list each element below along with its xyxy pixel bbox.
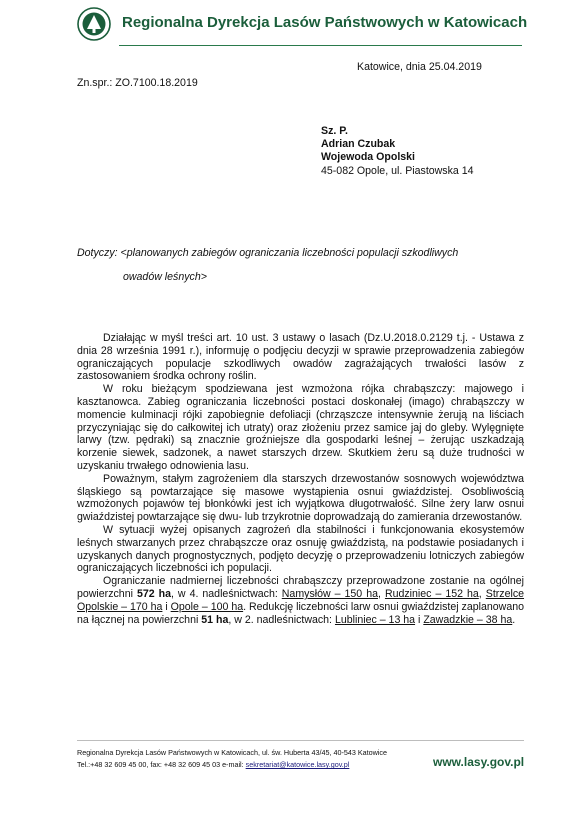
footer-contact bbox=[77, 760, 349, 769]
district-opole: Opole – 100 ha bbox=[170, 600, 244, 613]
footer-email-link[interactable]: sekretariat@katowice.lasy.gov.pl bbox=[245, 760, 350, 769]
recipient-address: 45-082 Opole, ul. Piastowska 14 bbox=[321, 165, 474, 177]
letter-subject bbox=[77, 241, 517, 289]
district-zawadzkie: Zawadzkie – 38 ha bbox=[423, 613, 513, 626]
p5-area-total-2: 51 ha bbox=[201, 613, 229, 626]
paragraph-3: Poważnym, stałym zagrożeniem dla starszych drzewostanów sosnowych województwa śląskiego są powtarzające się masowe wystąpienia osnui gwiaździstej. Osobliwością wzmożonych pojawów tej błonkówki jest ich wyjątkowa długotrwałość. Silne żery larw osnui gwiaździstej powtarzające się dwu- lub trzykrotnie doprowadzają do zamierania drzewostanów. bbox=[77, 472, 524, 524]
recipient-name: Adrian Czubak bbox=[321, 138, 396, 150]
p5-text: Ograniczanie nadmiernej liczebności chrabąszczy przeprowadzone zostanie na ogólnej powierzchni bbox=[77, 575, 524, 600]
p5-text: . bbox=[512, 613, 516, 626]
footer-phone-fax: Tel.:+48 32 609 45 00, fax: +48 32 609 45 03 e-mail: bbox=[77, 760, 246, 769]
header-divider bbox=[119, 45, 522, 46]
p5-text: , w 2. nadleśnictwach: bbox=[228, 613, 335, 626]
p5-text: . Redukcję liczebności larw osnui gwiaździstej zaplanowano na łącznej na powierzchni bbox=[77, 600, 524, 626]
subject-line-1: Dotyczy: <planowanych zabiegów ograniczania liczebności populacji szkodliwych bbox=[77, 247, 459, 259]
p5-text: , bbox=[377, 587, 385, 600]
district-namyslow: Namysłów – 150 ha bbox=[281, 587, 378, 600]
district-rudziniec: Rudziniec – 152 ha bbox=[384, 587, 479, 600]
paragraph-2: W roku bieżącym spodziewana jest wzmożona rójka chrabąszczy: majowego i kasztanowca. Zabieg ograniczania liczebności postaci doskonałej (imago) chrabąszczy w momencie kulminacji rójki zapobiegnie defoliacji (chrząszcze intensywnie żerują na liściach przyczyniając się do całkowitej ich utraty) oraz złożeniu przez samice jaj do gleby. Wylęgnięte larwy (tzw. pędraki) są znacznie groźniejsze dla gospodarki leśnej – żerując uszkadzają korzenie siewek, sadzonek, a nawet starszych drzew. Skutkiem żeru są duże trudności w uzyskaniu trwałego odnowienia lasu. bbox=[77, 383, 524, 472]
lasy-panstwowe-logo bbox=[77, 7, 111, 41]
paragraph-5 bbox=[77, 575, 524, 626]
paragraph-1: Działając w myśl treści art. 10 ust. 3 ustawy o lasach (Dz.U.2018.0.2129 t.j. - Ustawa z dnia 28 września 1991 r.), informuję o podjęciu decyzji w sprawie przeprowadzenia zabiegów ograniczających populacje szkodliwych owadów zagrażających trwałości lasów z zastosowaniem środka ochrony roślin. bbox=[77, 332, 524, 383]
p5-text: , w 4. nadleśnictwach: bbox=[170, 587, 282, 600]
letter-body bbox=[77, 332, 524, 626]
p5-text: i bbox=[415, 613, 424, 626]
p5-text: i bbox=[162, 600, 171, 613]
p5-area-total-1: 572 ha bbox=[136, 587, 171, 600]
footer-divider bbox=[77, 740, 524, 741]
district-lubliniec: Lubliniec – 13 ha bbox=[334, 613, 416, 626]
reference-number: Zn.spr.: ZO.7100.18.2019 bbox=[77, 77, 198, 89]
footer-address: Regionalna Dyrekcja Lasów Państwowych w Katowicach, ul. św. Huberta 43/45, 40-543 Katowice bbox=[77, 748, 388, 757]
organization-name: Regionalna Dyrekcja Lasów Państwowych w Katowicach bbox=[122, 14, 528, 31]
place-date: Katowice, dnia 25.04.2019 bbox=[357, 61, 482, 73]
paragraph-4: W sytuacji wyżej opisanych zagrożeń dla stabilności i funkcjonowania ekosystemów leśnych stwarzanych przez chrabąszcze oraz osnuję gwiaździstą, na podstawie posiadanych i uzyskanych danych prognostycznych, podjęto decyzję o przeprowadzeniu lotniczych zabiegów ograniczających liczebności ich populacji. bbox=[77, 523, 524, 575]
recipient-salutation: Sz. P. bbox=[321, 125, 348, 137]
subject-line-2: owadów leśnych> bbox=[123, 271, 207, 283]
website-link[interactable]: www.lasy.gov.pl bbox=[433, 755, 525, 769]
recipient-title: Wojewoda Opolski bbox=[321, 151, 415, 163]
p5-text: , bbox=[478, 587, 486, 600]
district-strzelce-opolskie: Strzelce Opolskie – 170 ha bbox=[77, 587, 525, 613]
